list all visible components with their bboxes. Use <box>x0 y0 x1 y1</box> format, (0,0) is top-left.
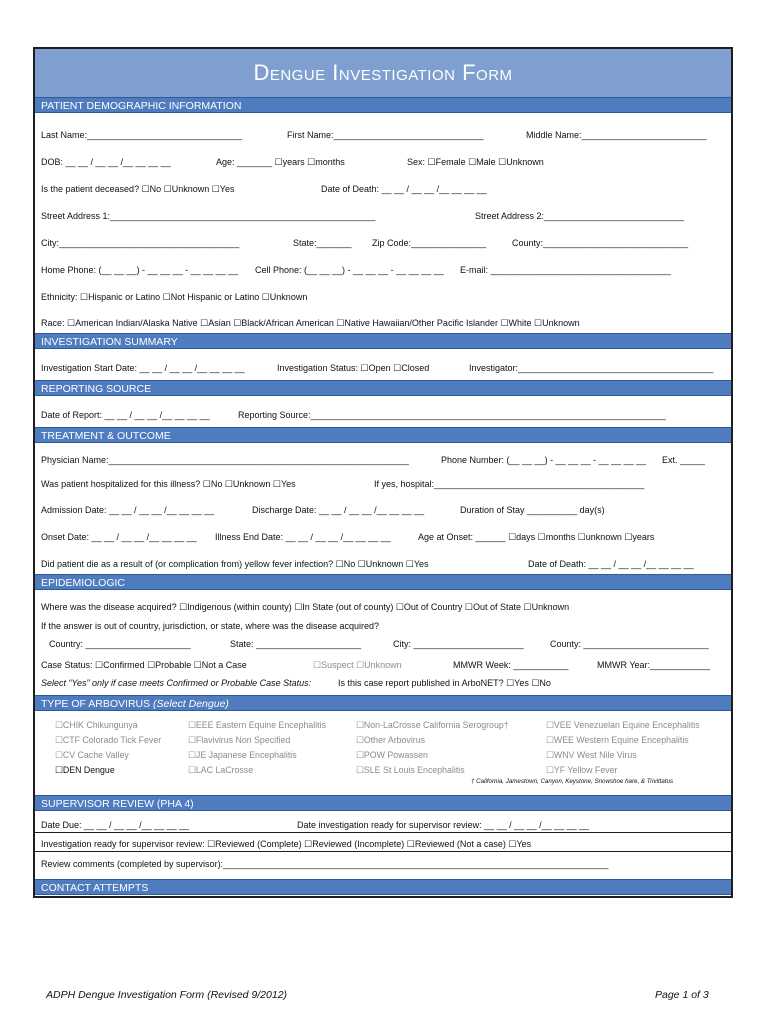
reporting-source-field[interactable]: Reporting Source:_______________________________________________________________________ <box>238 410 666 420</box>
section-arbovirus: TYPE OF ARBOVIRUS (Select Dengue) <box>35 695 731 711</box>
acquired-options[interactable]: Where was the disease acquired? ☐Indigenous (within county) ☐In State (out of county) ☐Out of Country ☐Out of State ☐Unknown <box>41 602 570 612</box>
onset-date-field[interactable]: Onset Date: __ __ / __ __ /__ __ __ __ <box>41 532 197 542</box>
arbo-den[interactable]: ☐DEN Dengue <box>55 765 115 775</box>
discharge-date-field[interactable]: Discharge Date: __ __ / __ __ /__ __ __ __ <box>252 505 425 515</box>
first-name-field[interactable]: First Name:______________________________ <box>287 130 484 140</box>
section-contact-attempts: CONTACT ATTEMPTS <box>35 879 731 895</box>
street-address-1-field[interactable]: Street Address 1:_____________________________________________________ <box>41 211 376 221</box>
home-phone-field[interactable]: Home Phone: (__ __ __) - __ __ __ - __ __ __ __ <box>41 265 239 275</box>
arbo-chik: ☐CHIK Chikungunya <box>55 720 138 730</box>
county-field[interactable]: County:_____________________________ <box>512 238 689 248</box>
arbo-wnv: ☐WNV West Nile Virus <box>546 750 637 760</box>
city-field[interactable]: City:____________________________________ <box>41 238 240 248</box>
arbo-cv: ☐CV Cache Valley <box>55 750 129 760</box>
age-field[interactable]: Age: _______ ☐years ☐months <box>216 157 345 167</box>
arbo-vee: ☐VEE Venezuelan Equine Encephalitis <box>546 720 700 730</box>
acquired-location-prompt: If the answer is out of country, jurisdiction, or state, where was the disease acquired? <box>41 621 380 631</box>
arbo-ctf: ☐CTF Colorado Tick Fever <box>55 735 162 745</box>
supervisor-review-options[interactable]: Investigation ready for supervisor review: ☐Reviewed (Complete) ☐Reviewed (Incomplete) ☐Reviewed (Not a case) ☐Yes <box>41 839 532 849</box>
race-options[interactable]: Race: ☐American Indian/Alaska Native ☐Asian ☐Black/African American ☐Native Hawaiian/Other Pacific Islander ☐White ☐Unknown <box>41 318 580 328</box>
arbo-wee: ☐WEE Western Equine Encephalitis <box>546 735 689 745</box>
mmwr-week-field[interactable]: MMWR Week: ___________ <box>453 660 569 670</box>
arbo-pow: ☐POW Powassen <box>356 750 428 760</box>
arbo-footnote: † California, Jamestown, Canyon, Keystone, Snowshoe hare, & Trivittatus <box>471 778 674 785</box>
stay-duration-field[interactable]: Duration of Stay __________ day(s) <box>460 505 605 515</box>
divider <box>35 832 731 833</box>
dob-field[interactable]: DOB: __ __ / __ __ /__ __ __ __ <box>41 157 171 167</box>
mmwr-year-field[interactable]: MMWR Year:____________ <box>597 660 711 670</box>
hospital-field[interactable]: If yes, hospital:__________________________________________ <box>374 479 645 489</box>
state-field[interactable]: State:_______ <box>293 238 352 248</box>
arbo-lac: ☐LAC LaCrosse <box>188 765 254 775</box>
middle-name-field[interactable]: Middle Name:_________________________ <box>526 130 707 140</box>
section-investigation-summary: INVESTIGATION SUMMARY <box>35 333 731 349</box>
section-reporting-source: REPORTING SOURCE <box>35 380 731 396</box>
investigator-field[interactable]: Investigator:_______________________________________ <box>469 363 714 373</box>
report-date-field[interactable]: Date of Report: __ __ / __ __ /__ __ __ __ <box>41 410 210 420</box>
section-treatment-outcome: TREATMENT & OUTCOME <box>35 427 731 443</box>
sex-options[interactable]: Sex: ☐Female ☐Male ☐Unknown <box>407 157 544 167</box>
arbo-sle: ☐SLE St Louis Encephalitis <box>356 765 465 775</box>
arbo-other: ☐Other Arbovirus <box>356 735 426 745</box>
died-yellow-fever-options[interactable]: Did patient die as a result of (or complication from) yellow fever infection? ☐No ☐Unknown ☐Yes <box>41 559 429 569</box>
section-supervisor-review: SUPERVISOR REVIEW (PHA 4) <box>35 795 731 811</box>
acquired-country-field[interactable]: Country: _____________________ <box>49 639 191 649</box>
case-status-options[interactable]: Case Status: ☐Confirmed ☐Probable ☐Not a Case <box>41 660 247 670</box>
cell-phone-field[interactable]: Cell Phone: (__ __ __) - __ __ __ - __ __ __ __ <box>255 265 444 275</box>
arbo-je: ☐JE Japanese Encephalitis <box>188 750 297 760</box>
physician-phone-field[interactable]: Phone Number: (__ __ __) - __ __ __ - __ __ __ __ <box>441 455 647 465</box>
section-patient-demographic: PATIENT DEMOGRAPHIC INFORMATION <box>35 97 731 113</box>
form-title: Dengue Investigation Form <box>35 49 731 98</box>
footer-page-number: Page 1 of 3 <box>655 989 709 1001</box>
phone-ext-field[interactable]: Ext. _____ <box>662 455 706 465</box>
ethnicity-options[interactable]: Ethnicity: ☐Hispanic or Latino ☐Not Hispanic or Latino ☐Unknown <box>41 292 308 302</box>
footer-form-revision: ADPH Dengue Investigation Form (Revised 9/2012) <box>46 989 288 1001</box>
illness-end-date-field[interactable]: Illness End Date: __ __ / __ __ /__ __ __ __ <box>215 532 391 542</box>
arbo-non-lacrosse: ☐Non-LaCrosse California Serogroup† <box>356 720 509 730</box>
review-comments-field[interactable]: Review comments (completed by supervisor):_____________________________________________________________________________ <box>41 859 609 869</box>
hospitalized-options[interactable]: Was patient hospitalized for this illness? ☐No ☐Unknown ☐Yes <box>41 479 296 489</box>
arbonet-instruction: Select “Yes” only if case meets Confirmed or Probable Case Status: <box>41 678 312 688</box>
supervisor-ready-date-field[interactable]: Date investigation ready for supervisor review: __ __ / __ __ /__ __ __ __ <box>297 820 590 830</box>
investigation-form <box>33 47 733 898</box>
street-address-2-field[interactable]: Street Address 2:____________________________ <box>475 211 685 221</box>
age-at-onset-field[interactable]: Age at Onset: ______ ☐days ☐months ☐unknown ☐years <box>418 532 655 542</box>
acquired-state-field[interactable]: State: _____________________ <box>230 639 362 649</box>
arbo-yf: ☐YF Yellow Fever <box>546 765 618 775</box>
treatment-death-date-field[interactable]: Date of Death: __ __ / __ __ /__ __ __ __ <box>528 559 694 569</box>
supervisor-due-date-field[interactable]: Date Due: __ __ / __ __ /__ __ __ __ <box>41 820 190 830</box>
death-date-field[interactable]: Date of Death: __ __ / __ __ /__ __ __ __ <box>321 184 487 194</box>
deceased-options[interactable]: Is the patient deceased? ☐No ☐Unknown ☐Yes <box>41 184 235 194</box>
divider <box>35 851 731 852</box>
admission-date-field[interactable]: Admission Date: __ __ / __ __ /__ __ __ __ <box>41 505 215 515</box>
zip-field[interactable]: Zip Code:_______________ <box>372 238 487 248</box>
investigation-status-options[interactable]: Investigation Status: ☐Open ☐Closed <box>277 363 430 373</box>
investigation-start-field[interactable]: Investigation Start Date: __ __ / __ __ /__ __ __ __ <box>41 363 245 373</box>
arbonet-options[interactable]: Is this case report published in ArboNET? ☐Yes ☐No <box>338 678 551 688</box>
last-name-field[interactable]: Last Name:_______________________________ <box>41 130 243 140</box>
acquired-city-field[interactable]: City: ______________________ <box>393 639 524 649</box>
arbo-eee: ☐EEE Eastern Equine Encephalitis <box>188 720 326 730</box>
acquired-county-field[interactable]: County: _________________________ <box>550 639 709 649</box>
email-field[interactable]: E-mail: ____________________________________ <box>460 265 671 275</box>
physician-name-field[interactable]: Physician Name:____________________________________________________________ <box>41 455 409 465</box>
arbo-flavivirus: ☐Flavivirus Non Specified <box>188 735 291 745</box>
section-epidemiologic: EPIDEMIOLOGIC <box>35 574 731 590</box>
case-status-disabled-options: ☐Suspect ☐Unknown <box>313 660 402 670</box>
